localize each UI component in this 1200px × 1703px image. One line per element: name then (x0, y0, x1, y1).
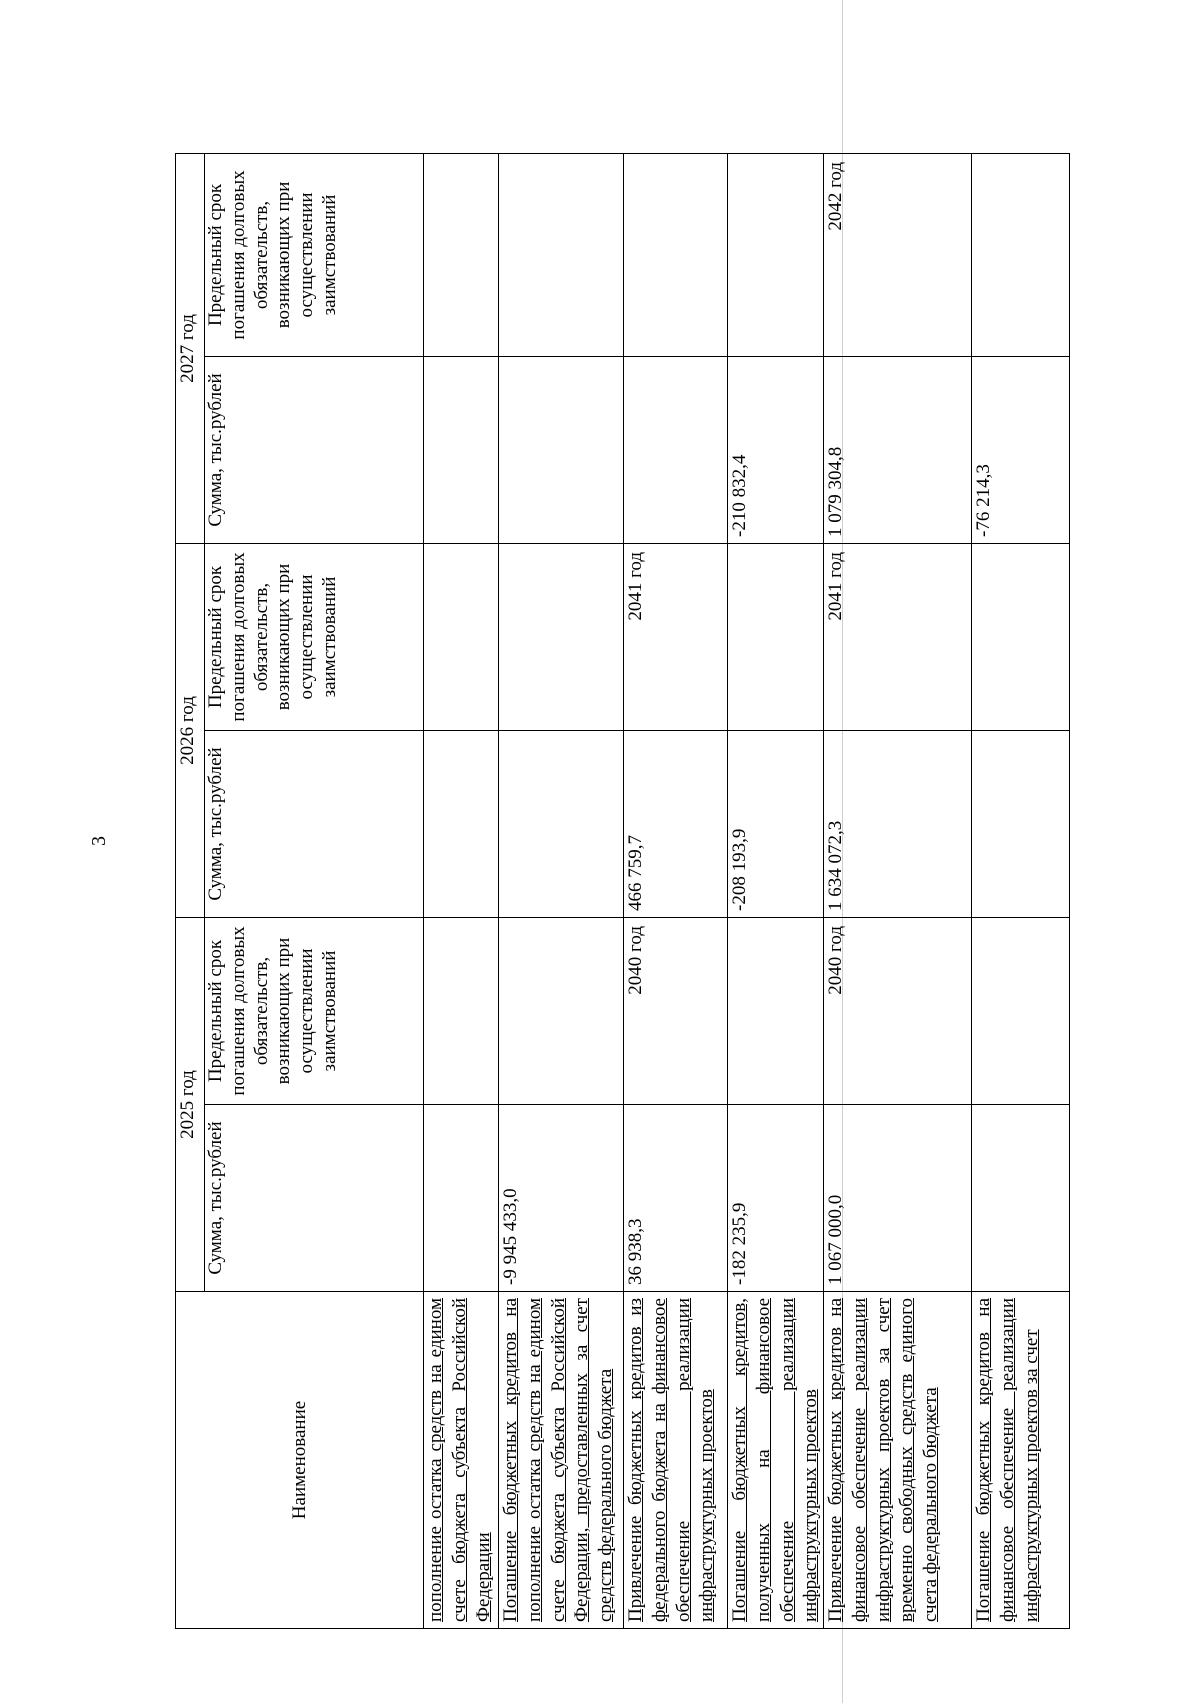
term-2027 (728, 153, 824, 356)
term-2025: 2040 год (824, 917, 972, 1104)
row-name: Привлечение бюджетных кредитов из федерального бюджета на финансовое обеспечение реализации инфраструктурных проектов (624, 1292, 728, 1629)
sum-2025: 36 938,3 (624, 1105, 728, 1292)
row-name: Привлечение бюджетных кредитов на финансовое обеспечение реализации инфраструктурных проектов за счет временно свободных средств единого счета федерального бюджета (824, 1292, 972, 1629)
header-term-2027: Предельный срок погашения долговых обязательств, возникающих при осуществлении заимствований (205, 153, 424, 356)
term-2026 (972, 543, 1070, 730)
term-2026 (424, 543, 499, 730)
term-2026 (499, 543, 624, 730)
term-2025: 2040 год (624, 917, 728, 1104)
sum-2025: -9 945 433,0 (499, 1105, 624, 1292)
sum-2027: -76 214,3 (972, 356, 1070, 543)
sum-2027 (624, 356, 728, 543)
header-term-2026: Предельный срок погашения долговых обязательств, возникающих при осуществлении заимствований (205, 543, 424, 730)
header-year-2027: 2027 год (176, 153, 205, 543)
table-row (424, 153, 499, 1628)
sum-2026: -208 193,9 (728, 730, 824, 917)
sum-2025 (972, 1105, 1070, 1292)
row-name: Погашение бюджетных кредитов, полученных на финансовое обеспечение реализации инфраструктурных проектов (728, 1292, 824, 1629)
row-name: Погашение бюджетных кредитов на пополнение остатка средств на едином счете бюджета субъекта Российской Федерации, предоставленных за счет средств федерального бюджета (499, 1292, 624, 1629)
sum-2026: 466 759,7 (624, 730, 728, 917)
sum-2025: -182 235,9 (728, 1105, 824, 1292)
header-term-2025: Предельный срок погашения долговых обязательств, возникающих при осуществлении заимствований (205, 917, 424, 1104)
sum-2025 (424, 1105, 499, 1292)
sum-2027 (424, 356, 499, 543)
term-2025 (424, 917, 499, 1104)
borrowing-program-table (175, 153, 1070, 1629)
sum-2026: 1 634 072,3 (824, 730, 972, 917)
sum-2026 (499, 730, 624, 917)
sum-2027: -210 832,4 (728, 356, 824, 543)
term-2027 (624, 153, 728, 356)
term-2027 (972, 153, 1070, 356)
header-sum-2027: Сумма, тыс.рублей (205, 356, 424, 543)
term-2027 (499, 153, 624, 356)
term-2027: 2042 год (824, 153, 972, 356)
header-year-2025: 2025 год (176, 917, 205, 1291)
header-row-years (176, 153, 205, 1628)
header-sum-2025: Сумма, тыс.рублей (205, 1105, 424, 1292)
term-2025 (972, 917, 1070, 1104)
table-row (728, 153, 824, 1628)
sum-2025: 1 067 000,0 (824, 1105, 972, 1292)
term-2027 (424, 153, 499, 356)
header-sum-2026: Сумма, тыс.рублей (205, 730, 424, 917)
term-2025 (728, 917, 824, 1104)
sum-2027 (499, 356, 624, 543)
table-row (499, 153, 624, 1628)
row-name: Погашение бюджетных кредитов на финансовое обеспечение реализации инфраструктурных проектов за счет (972, 1292, 1070, 1629)
sum-2026 (424, 730, 499, 917)
term-2025 (499, 917, 624, 1104)
table-row (972, 153, 1070, 1628)
header-year-2026: 2026 год (176, 543, 205, 917)
term-2026: 2041 год (824, 543, 972, 730)
sum-2026 (972, 730, 1070, 917)
sum-2027: 1 079 304,8 (824, 356, 972, 543)
term-2026: 2041 год (624, 543, 728, 730)
table-row (624, 153, 728, 1628)
row-name: пополнение остатка средств на едином счете бюджета субъекта Российской Федерации (424, 1292, 499, 1629)
term-2026 (728, 543, 824, 730)
header-name: Наименование (176, 1292, 424, 1629)
page-number: 3 (87, 836, 110, 846)
table-row (824, 153, 972, 1628)
